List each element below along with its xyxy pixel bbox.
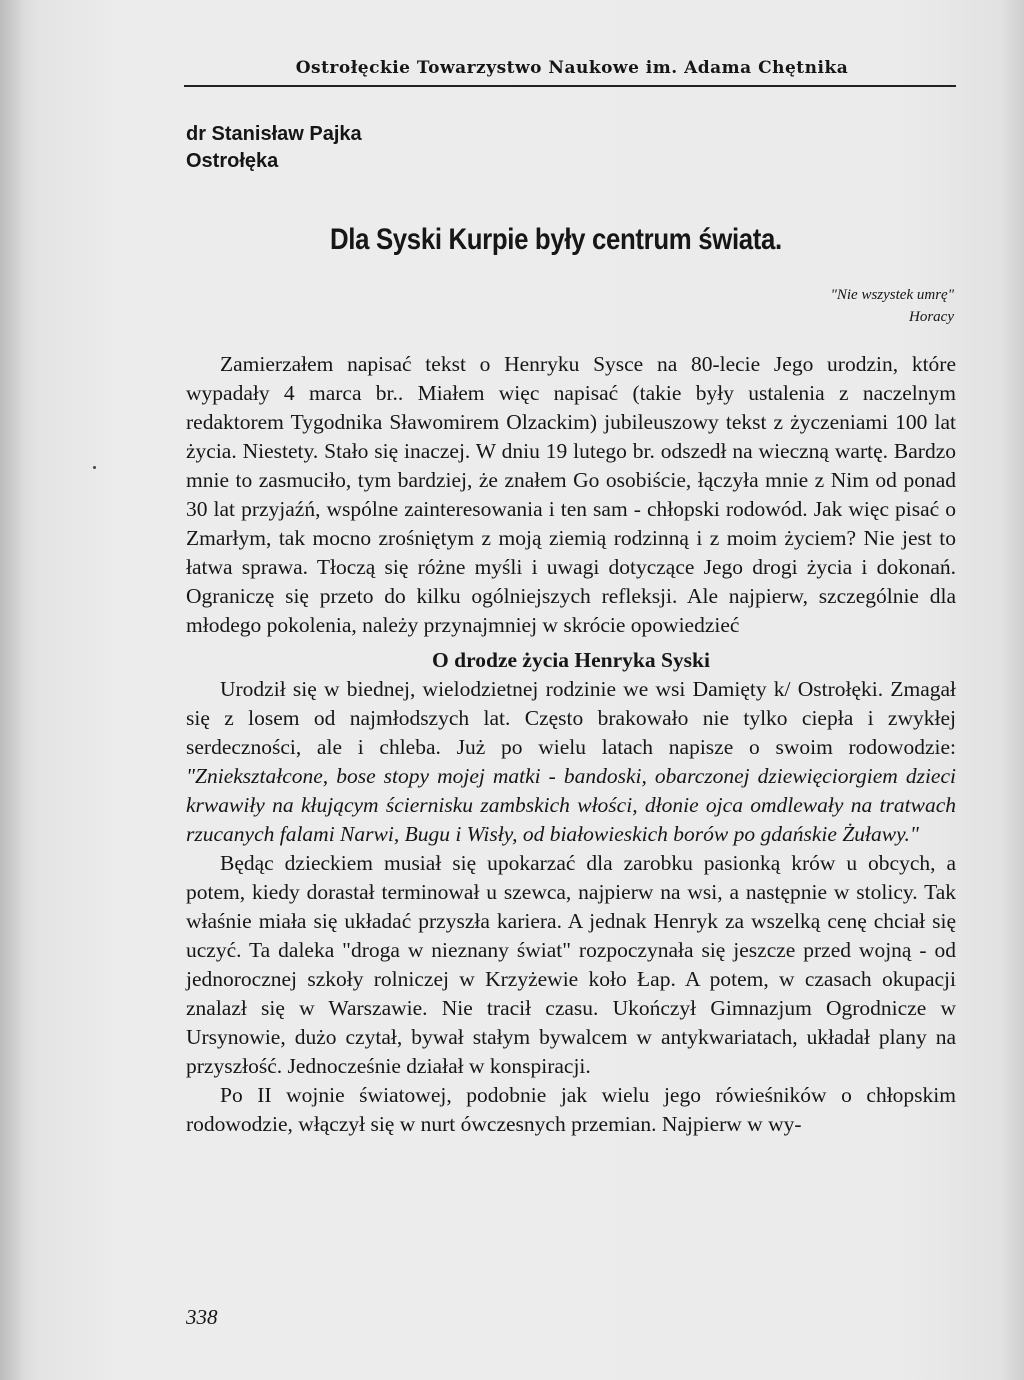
motto-author: Horacy [909,309,954,325]
author-name: dr Stanisław Pajka [186,123,362,145]
article-body [186,350,956,1139]
running-head: Ostrołęckie Towarzystwo Naukowe im. Adama Chętnika [295,58,849,78]
author-city: Ostrołęka [186,150,279,172]
article-title: Dla Syski Kurpie były centrum świata. [330,223,782,256]
motto [831,284,954,328]
motto-quote: "Nie wszystek umrę" [830,287,954,303]
intro-paragraph: Zamierzałem napisać tekst o Henryku Sysce na 80-lecie Jego urodzin, które wypadały 4 marca br.. Miałem więc napisać (takie były ustalenia z naczelnym redaktorem Tygodnika Sławomirem Olzackim) jubileuszowy tekst z życzeniami 100 lat życia. Niestety. Stało się inaczej. W dniu 19 lutego br. odszedł na wieczną wartę. Bardzo mnie to zasmuciło, tym bardziej, że znałem Go osobiście, łączyła mnie z Nim od ponad 30 lat przyjaźń, wspólne zainteresowania i ten sam - chłopski rodowód. Jak więc pisać o Zmarłym, tak mocno zrośniętym z moją ziemią rodzinną i z moim życiem? Nie jest to łatwa sprawa. Tłoczą się różne myśli i uwagi dotyczące Jego drogi życia i dokonań. Ograniczę się przeto do kilku ogólniejszych refleksji. Ale najpierw, szczególnie dla młodego pokolenia, należy przynajmniej w skrócie opowiedzieć [186,352,956,637]
page-number: 338 [186,1305,218,1329]
section-paragraph-3: Po II wojnie światowej, podobnie jak wielu jego rówieśników o chłopskim rodowodzie, włączył się w nurt ówczesnych przemian. Najpierw w wy- [186,1083,956,1136]
section-paragraph-1 [186,675,956,849]
section-paragraph-2: Będąc dzieckiem musiał się upokarzać dla zarobku pasionką krów u obcych, a potem, kiedy dorastał terminował u szewca, najpierw na wsi, a następnie w stolicy. Tak właśnie miała się układać przyszła kariera. A jednak Henryk za wszelką cenę chciał się uczyć. Ta daleka "droga w nieznany świat" rozpoczynała się jeszcze przed wojną - od jednorocznej szkoły rolniczej w Krzyżewie koło Łap. A potem, w czasach okupacji znalazł się w Warszawie. Nie tracił czasu. Ukończył Gimnazjum Ogrodnicze w Ursynowie, dużo czytał, bywał stałym bywalcem w antykwariatach, układał plany na przyszłość. Jednocześnie działał w konspiracji. [186,851,956,1078]
section-paragraph-1-quote: "Zniekształcone, bose stopy mojej matki - bandoski, obarczonej dziewięciorgiem dzieci krwawiły na kłującym ściernisku zambskich włości, dłonie ojca omdlewały na tratwach rzucanych falami Narwi, Bugu i Wisły, od białowieskich borów po gdańskie Żuławy." [186,764,956,846]
author-block [186,121,362,175]
scan-speck [93,466,96,469]
section-paragraph-1-text: Urodził się w biednej, wielodzietnej rodzinie we wsi Damięty k/ Ostrołęki. Zmagał się z losem od najmłodszych lat. Często brakowało nie tylko ciepła i zwykłej serdeczności, ale i chleba. Już po wielu latach napisze o swoim rodowodzie: [186,677,956,759]
page-spine-shadow [0,0,22,1380]
section-heading: O drodze życia Henryka Syski [432,648,710,672]
header-rule [184,85,956,87]
